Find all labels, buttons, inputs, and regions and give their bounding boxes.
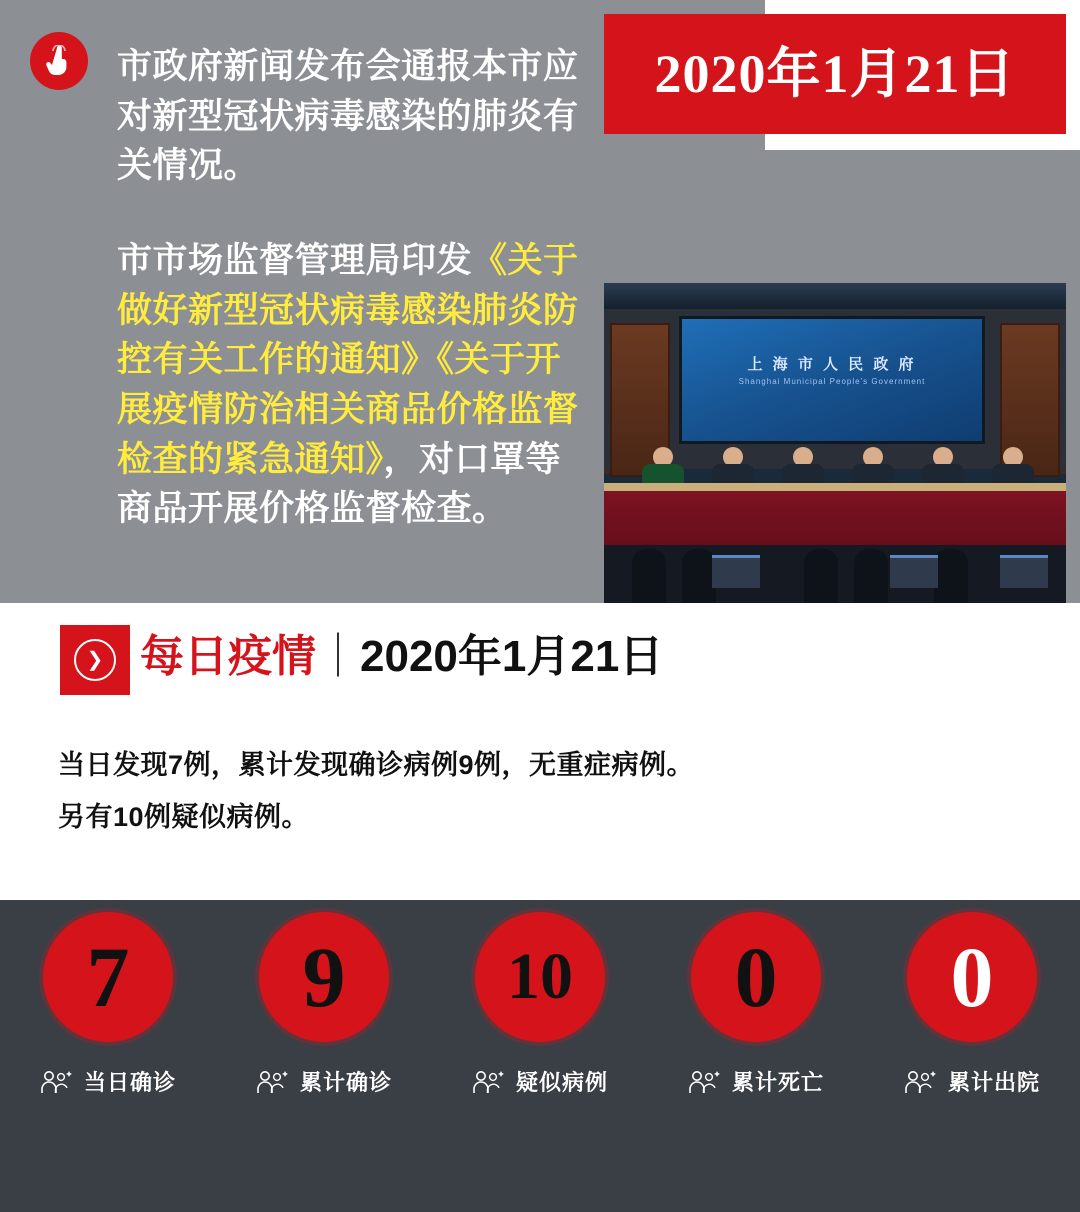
- photo-audience: [934, 549, 968, 603]
- stat-value: 10: [507, 940, 573, 1013]
- chevron-right-glyph: ❯: [74, 639, 116, 681]
- people-icon: [256, 1069, 290, 1095]
- photo-audience: [804, 549, 838, 603]
- section-title-red: 每日疫情: [140, 632, 316, 681]
- stats-section: [0, 900, 1080, 1212]
- stat-bubble: [43, 912, 173, 1042]
- photo-ceiling: [604, 283, 1066, 309]
- stat-label: 累计确诊: [299, 1070, 392, 1095]
- date-banner-text: 2020年1月21日: [654, 44, 1016, 104]
- stat-footer: [40, 1066, 176, 1097]
- stat-value: 7: [86, 929, 130, 1025]
- photo-screen-title: 上 海 市 人 民 政 府: [747, 356, 917, 373]
- stat-footer: [256, 1066, 392, 1097]
- chevron-right-icon: [60, 625, 130, 695]
- paragraph2-doc1: 《关于做好新型冠状病毒感染肺炎防控有关工作的通知》: [117, 241, 579, 380]
- news-paragraph-2: [117, 236, 587, 534]
- photo-audience: [632, 549, 666, 603]
- stat-bubble: [691, 912, 821, 1042]
- top-news-section: [0, 0, 1080, 603]
- stats-row: [0, 900, 1080, 1212]
- photo-laptop: [1000, 555, 1048, 588]
- daily-epidemic-section: [0, 603, 1080, 900]
- stat-value: 9: [302, 929, 346, 1025]
- epidemic-line-2: 另有10例疑似病例。: [58, 802, 310, 832]
- people-icon: [904, 1069, 938, 1095]
- stat-bubble: [475, 912, 605, 1042]
- news-paragraph-1: 市政府新闻发布会通报本市应对新型冠状病毒感染的肺炎有关情况。: [117, 47, 579, 186]
- stat-bubble: [907, 912, 1037, 1042]
- stat-footer: [472, 1066, 608, 1097]
- stat-card-discharged: [872, 912, 1072, 1097]
- people-icon: [472, 1069, 506, 1095]
- stat-card-suspected: [440, 912, 640, 1097]
- people-icon: [688, 1069, 722, 1095]
- stat-card-confirmed-today: [8, 912, 208, 1097]
- stat-label: 疑似病例: [515, 1070, 608, 1095]
- photo-projection-screen: [682, 319, 982, 441]
- stat-card-confirmed-total: [224, 912, 424, 1097]
- people-icon: [40, 1069, 74, 1095]
- stat-value: 0: [734, 929, 778, 1025]
- stat-value: 0: [950, 929, 994, 1025]
- stat-bubble: [259, 912, 389, 1042]
- press-conference-photo: [604, 283, 1066, 603]
- paragraph2-doc2: 《关于开展疫情防治相关商品价格监督检查的紧急通知》: [117, 340, 579, 479]
- photo-screen-subtitle: Shanghai Municipal People's Government: [738, 377, 926, 386]
- photo-audience: [854, 549, 888, 603]
- stat-footer: [688, 1066, 824, 1097]
- epidemic-line-1: 当日发现7例，累计发现确诊病例9例，无重症病例。: [58, 750, 695, 780]
- stat-label: 累计出院: [947, 1070, 1040, 1095]
- hand-pointer-icon: [30, 32, 88, 90]
- photo-laptop: [890, 555, 938, 588]
- date-banner: [604, 14, 1066, 134]
- paragraph2-prefix: 市市场监督管理局印发: [117, 241, 473, 280]
- photo-laptop: [712, 555, 760, 588]
- stat-label: 当日确诊: [83, 1070, 176, 1095]
- photo-audience: [682, 549, 716, 603]
- section-title-separator: ｜: [316, 632, 360, 681]
- paragraph2-suffix: ，对口罩等商品开展价格监督检查。: [117, 439, 562, 529]
- stat-footer: [904, 1066, 1040, 1097]
- section-title-date: 2020年1月21日: [360, 632, 664, 681]
- section-title: [140, 633, 663, 681]
- stat-label: 累计死亡: [731, 1070, 824, 1095]
- stat-card-deaths: [656, 912, 856, 1097]
